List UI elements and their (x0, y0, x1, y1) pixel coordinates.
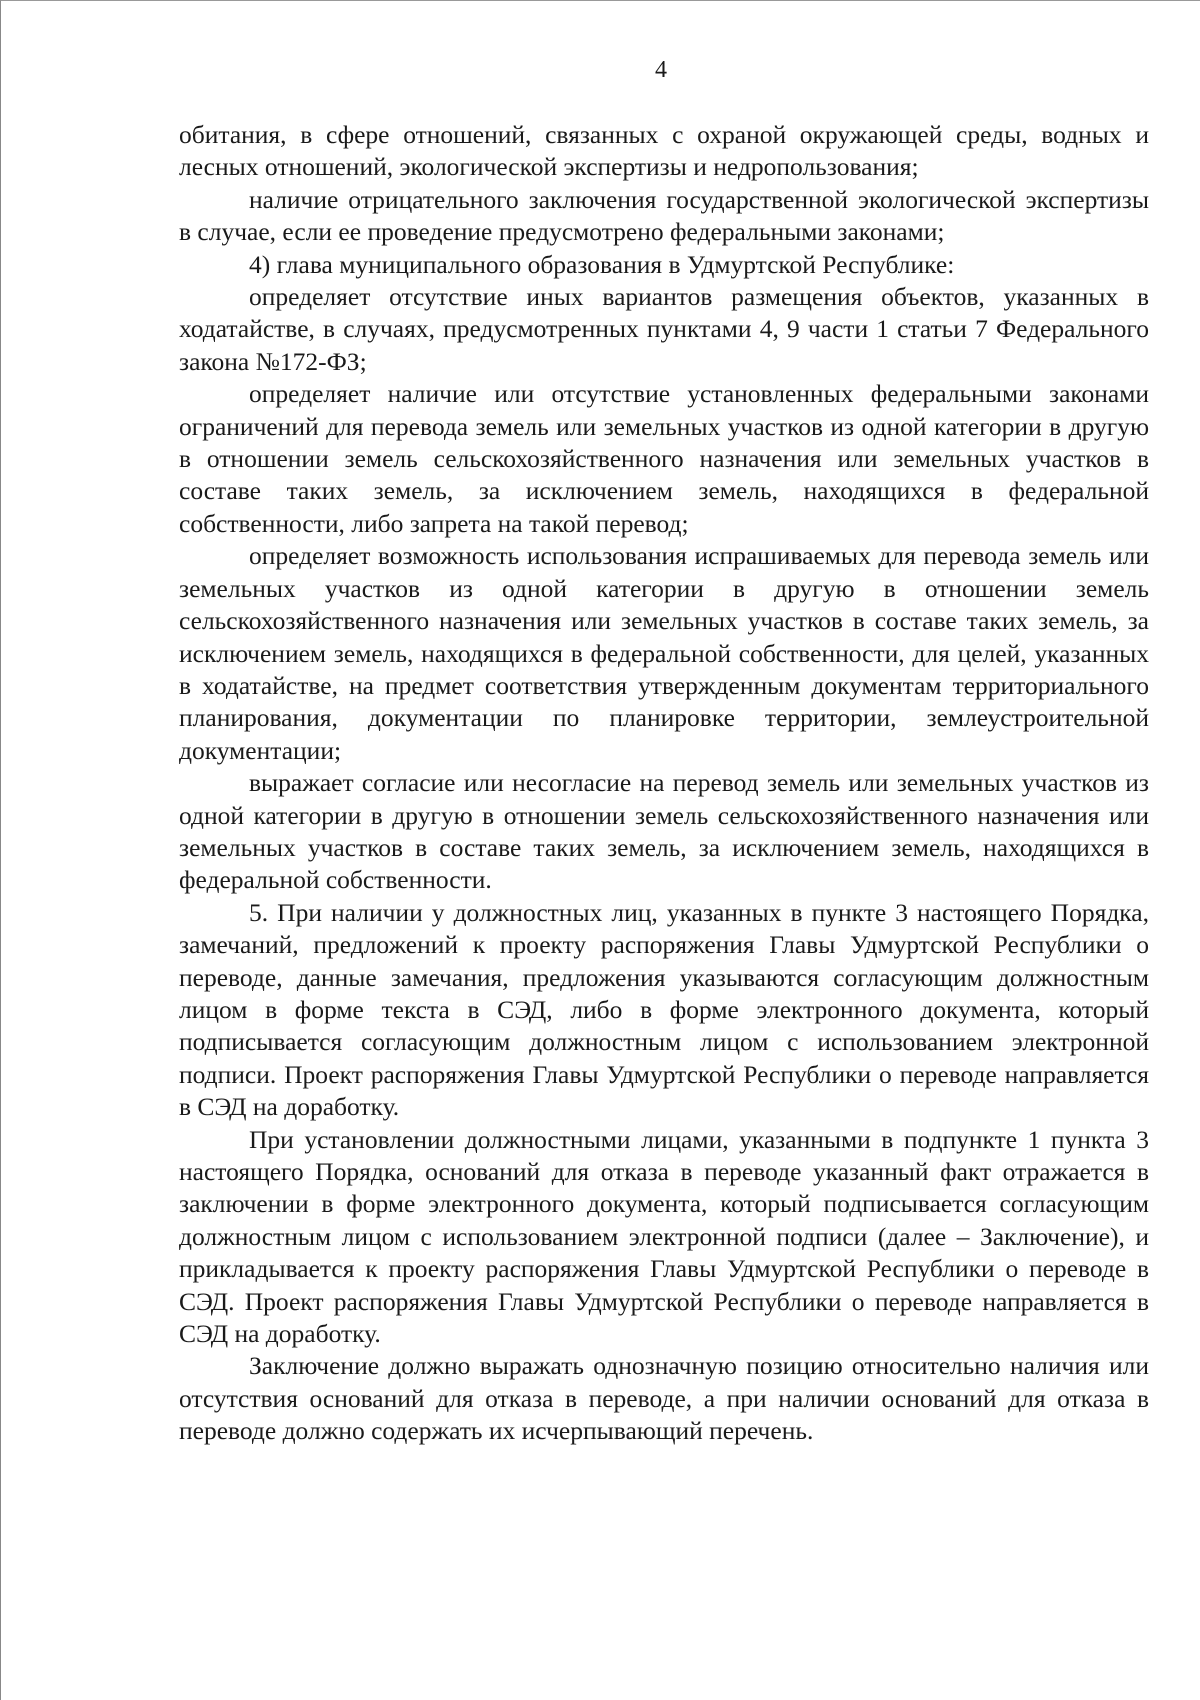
document-body (179, 119, 1149, 1448)
paragraph-4: определяет отсутствие иных вариантов размещения объектов, указанных в ходатайстве, в случаях, предусмотренных пунктами 4, 9 части 1 статьи 7 Федерального закона №172-ФЗ; (179, 282, 1149, 376)
paragraph-10: Заключение должно выражать однозначную позицию относительно наличия или отсутствия оснований для отказа в переводе, а при наличии оснований для отказа в переводе должно содержать их исчерпывающий перечень. (179, 1351, 1149, 1446)
paragraph-8: 5. При наличии у должностных лиц, указанных в пункте 3 настоящего Порядка, замечаний, предложений к проекту распоряжения Главы Удмуртской Республики о переводе, данные замечания, предложения указываются согласующим должностным лицом в форме текста в СЭД, либо в форме электронного документа, который подписывается согласующим должностным лицом с использованием электронной подписи. Проект распоряжения Главы Удмуртской Республики о переводе направляется в СЭД на доработку. (179, 897, 1149, 1122)
page-number: 4 (655, 57, 667, 83)
paragraph-1: обитания, в сфере отношений, связанных с охраной окружающей среды, водных и лесных отношений, экологической экспертизы и недропользования; (179, 120, 1149, 182)
paragraph-6: определяет возможность использования испрашиваемых для перевода земель или земельных участков из одной категории в другую в отношении земель сельскохозяйственного назначения или земельных участков в составе таких земель, за исключением земель, находящихся в федеральной собственности, для целей, указанных в ходатайстве, на предмет соответствия утвержденным документам территориального планирования, документации по планировке территории, землеустроительной документации; (179, 541, 1149, 765)
paragraph-5: определяет наличие или отсутствие установленных федеральными законами ограничений для перевода земель или земельных участков из одной категории в другую в отношении земель сельскохозяйственного назначения или земельных участков в составе таких земель, за исключением земель, находящихся в федеральной собственности, либо запрета на такой перевод; (179, 379, 1149, 538)
paragraph-7: выражает согласие или несогласие на перевод земель или земельных участков из одной категории в другую в отношении земель сельскохозяйственного назначения или земельных участков в составе таких земель, за исключением земель, находящихся в федеральной собственности. (179, 768, 1149, 895)
paragraph-2: наличие отрицательного заключения государственной экологической экспертизы в случае, если ее проведение предусмотрено федеральными законами; (179, 184, 1149, 247)
paragraph-9: При установлении должностными лицами, указанными в подпункте 1 пункта 3 настоящего Порядка, оснований для отказа в переводе указанный факт отражается в заключении в форме электронного документа, который подписывается согласующим должностным лицом с использованием электронной подписи (далее – Заключение), и прикладывается к проекту распоряжения Главы Удмуртской Республики о переводе в СЭД. Проект распоряжения Главы Удмуртской Республики о переводе направляется в СЭД на доработку. (179, 1124, 1149, 1349)
paragraph-3: 4) глава муниципального образования в Удмуртской Республике: (249, 249, 955, 279)
